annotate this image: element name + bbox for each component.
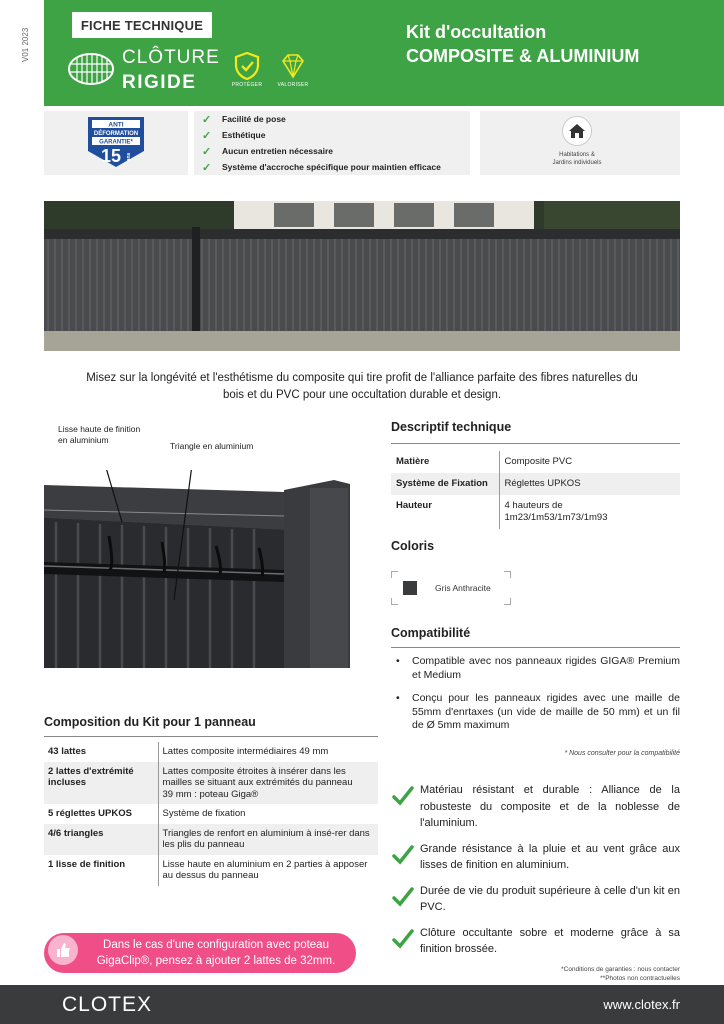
advantage-text: Matériau résistant et durable : Alliance de la robusteste du composite et de la noblesse de l'aluminium. bbox=[420, 784, 680, 829]
clotex-logo bbox=[62, 993, 152, 1017]
technical-title: Descriptif technique bbox=[391, 420, 512, 434]
composition-title: Composition du Kit pour 1 panneau bbox=[44, 715, 256, 729]
fence-photo bbox=[44, 201, 680, 351]
gigaclip-banner bbox=[44, 933, 356, 973]
guarantee-line3: GARANTIE* bbox=[99, 139, 133, 146]
corner-mark bbox=[504, 598, 511, 605]
callout-lisse bbox=[58, 424, 140, 446]
table-row bbox=[44, 804, 378, 824]
shield-check-icon bbox=[234, 52, 260, 80]
fence-icon bbox=[68, 52, 114, 86]
table-value bbox=[158, 762, 378, 805]
table-value-extra: 39 mm : poteau Giga® bbox=[162, 788, 259, 800]
intro-text bbox=[44, 370, 680, 404]
callout-lisse-line1: Lisse haute de finition bbox=[58, 424, 141, 434]
list-item: • Compatible avec nos panneaux rigides GIGA® Premium et Medium bbox=[391, 655, 680, 682]
house-icon bbox=[562, 116, 592, 146]
table-key: 5 réglettes UPKOS bbox=[48, 808, 132, 819]
table-key: 4/6 triangles bbox=[44, 824, 158, 855]
usage-line2: Jardins individuels bbox=[552, 160, 602, 166]
footnote-2: **Photos non contractuelles bbox=[600, 974, 680, 982]
table-value-text: Lattes composite étroites à insérer dans les mailles se situant aux extrémités du panneau bbox=[162, 765, 353, 788]
intro-line1: Misez sur la longévité et l'esthétisme du composite qui tire profit de l'alliance parfaite des fibres naturelles du bbox=[86, 372, 638, 384]
callout-triangle: Triangle en aluminium bbox=[170, 441, 254, 451]
list-item bbox=[202, 111, 441, 127]
composition-table bbox=[44, 742, 378, 886]
compat-list bbox=[391, 655, 680, 743]
banner-line1: Dans le cas d'une configuration avec poteau bbox=[103, 939, 329, 951]
guarantee-unit: ans bbox=[126, 152, 132, 162]
banner-line2: GigaClip®, pensez à ajouter 2 lattes de 32mm. bbox=[96, 955, 336, 967]
table-row bbox=[44, 742, 378, 762]
color-swatch bbox=[403, 581, 417, 595]
protect-badge bbox=[230, 52, 264, 88]
footer-bar bbox=[0, 985, 724, 1024]
feature-text: Système d'accroche spécifique pour maintien efficace bbox=[222, 162, 441, 172]
product-title-line2: COMPOSITE & ALUMINIUM bbox=[406, 46, 640, 66]
check-icon bbox=[391, 927, 415, 951]
table-value: Triangles de renfort en aluminium à insé-rer dans les plis du panneau bbox=[158, 824, 378, 855]
divider bbox=[391, 647, 680, 648]
table-value: Lisse haute en aluminium en 2 parties à apposer au dessus du panneau bbox=[158, 855, 378, 886]
intro-line2: bois et du PVC pour une occultation durable et design. bbox=[222, 389, 502, 401]
corner-mark bbox=[391, 598, 398, 605]
color-swatch-card bbox=[391, 571, 511, 605]
check-icon bbox=[391, 843, 415, 867]
table-value: Lattes composite intermédiaires 49 mm bbox=[158, 742, 378, 762]
usage-line1: Habitations & bbox=[559, 152, 595, 158]
compat-title: Compatibilité bbox=[391, 626, 471, 640]
fiche-technique-tab: FICHE TECHNIQUE bbox=[72, 12, 212, 38]
guarantee-badge bbox=[86, 115, 146, 169]
advantage-text: Grande résistance à la pluie et au vent grâce aux lisses de finition en aluminium. bbox=[420, 842, 680, 871]
technical-table bbox=[391, 451, 680, 529]
table-value bbox=[499, 495, 680, 529]
table-row bbox=[44, 762, 378, 805]
usage-label bbox=[517, 151, 637, 167]
table-value: Composite PVC bbox=[499, 451, 680, 473]
table-key: Matière bbox=[396, 456, 430, 467]
corner-mark bbox=[504, 571, 511, 578]
category-line2: RIGIDE bbox=[122, 72, 197, 93]
category-line1: CLÔTURE bbox=[122, 47, 220, 68]
list-item bbox=[391, 883, 680, 916]
guarantee-line1: ANTI bbox=[108, 121, 124, 129]
color-name: Gris Anthracite bbox=[435, 583, 491, 593]
version-label: V01 2023 bbox=[21, 27, 30, 62]
check-icon: ✓ bbox=[202, 161, 212, 174]
check-icon: ✓ bbox=[202, 145, 212, 158]
fence-detail-photo bbox=[44, 470, 350, 668]
table-row bbox=[391, 451, 680, 473]
table-key: 43 lattes bbox=[48, 746, 87, 757]
features-list bbox=[202, 111, 441, 175]
check-icon bbox=[391, 784, 415, 808]
list-item bbox=[391, 841, 680, 874]
table-key: 1 lisse de finition bbox=[48, 858, 126, 870]
list-item bbox=[391, 925, 680, 958]
compat-note: * Nous consulter pour la compatibilité bbox=[564, 750, 680, 757]
header-banner bbox=[0, 0, 724, 106]
list-item bbox=[202, 159, 441, 175]
feature-text: Facilité de pose bbox=[222, 114, 286, 124]
banner-text bbox=[82, 937, 350, 969]
table-key: Système de Fixation bbox=[391, 473, 499, 495]
website-link[interactable]: www.clotex.fr bbox=[603, 997, 680, 1012]
list-item bbox=[202, 143, 441, 159]
feature-text: Esthétique bbox=[222, 130, 266, 140]
list-item bbox=[202, 127, 441, 143]
diamond-icon bbox=[279, 52, 307, 80]
list-item: • Conçu pour les panneaux rigides avec une maille de 55mm d'enrtaxes (un vide de maille de 50 mm) et un fil de Ø 5mm maximum bbox=[391, 692, 680, 733]
guarantee-line2: DÉFORMATION bbox=[93, 131, 139, 137]
callout-lisse-line2: en aluminium bbox=[58, 435, 109, 445]
advantages-list bbox=[391, 782, 680, 967]
footnote-1: *Conditions de garanties : nous contacter bbox=[561, 966, 680, 973]
advantage-text: Durée de vie du produit supérieure à celle d'un kit en PVC. bbox=[420, 884, 680, 913]
brand-name: CLOTEX bbox=[62, 993, 153, 1016]
thumbs-up-icon bbox=[48, 935, 78, 965]
list-item bbox=[391, 782, 680, 832]
table-value-text: 4 hauteurs de bbox=[504, 500, 563, 511]
table-row bbox=[44, 824, 378, 855]
table-row bbox=[391, 495, 680, 529]
footnotes bbox=[480, 966, 680, 983]
product-title-line1: Kit d'occultation bbox=[406, 22, 547, 42]
table-value: Système de fixation bbox=[158, 804, 378, 824]
table-row bbox=[44, 855, 378, 886]
check-icon: ✓ bbox=[202, 129, 212, 142]
check-icon: ✓ bbox=[202, 113, 212, 126]
value-label: VALORISER bbox=[277, 82, 309, 88]
table-value-extra: 1m23/1m53/1m73/1m93 bbox=[504, 512, 608, 523]
divider bbox=[44, 736, 378, 737]
table-row bbox=[391, 473, 680, 495]
guarantee-years: 15 bbox=[100, 146, 122, 166]
colors-title: Coloris bbox=[391, 539, 435, 553]
table-value: Réglettes UPKOS bbox=[499, 473, 680, 495]
feature-text: Aucun entretien nécessaire bbox=[222, 146, 334, 156]
value-badge bbox=[276, 52, 310, 88]
protect-label: PROTÉGER bbox=[231, 82, 263, 88]
corner-mark bbox=[391, 571, 398, 578]
check-icon bbox=[391, 885, 415, 909]
table-key: 2 lattes d'extrémité incluses bbox=[44, 762, 158, 805]
advantage-text: Clôture occultante sobre et moderne grâce à sa finition brossée. bbox=[420, 926, 680, 955]
table-key: Hauteur bbox=[396, 500, 432, 511]
divider bbox=[391, 443, 680, 444]
